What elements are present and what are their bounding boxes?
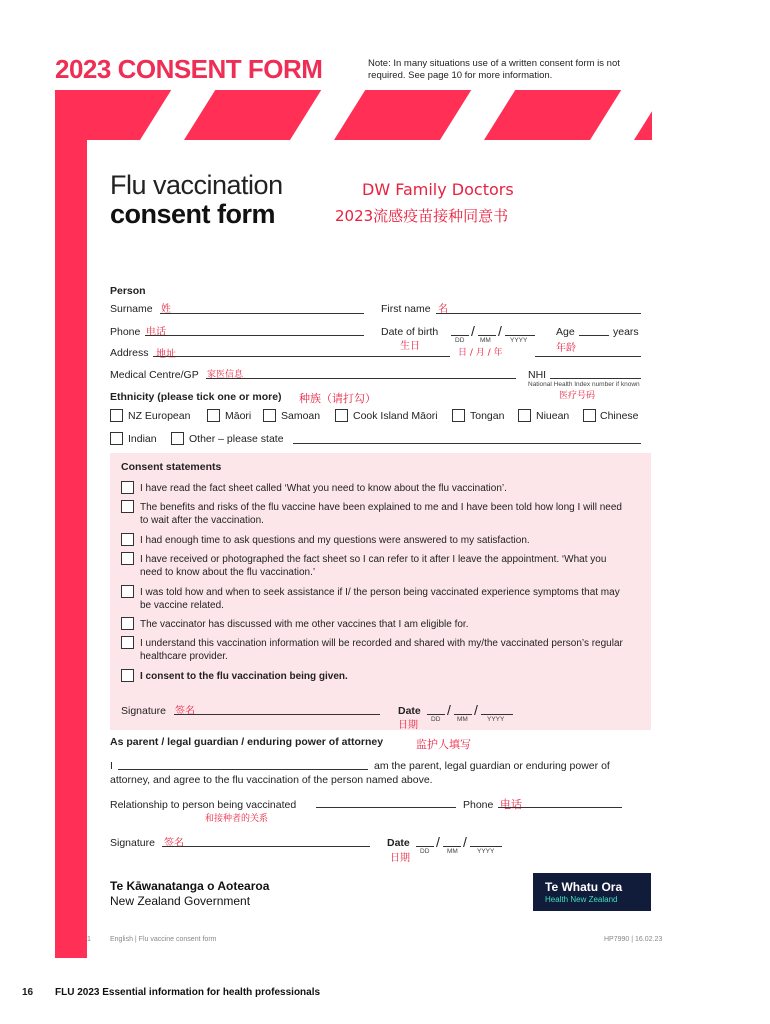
firstname-field[interactable] — [436, 313, 641, 314]
consent-statement: The benefits and risks of the flu vaccine have been explained to me and I have been told how long I will need to wait after the vaccination. — [140, 502, 622, 526]
ethnicity-checkbox[interactable] — [335, 409, 348, 422]
ethnicity-option: Tongan — [470, 410, 505, 422]
firstname-note: 名 — [438, 304, 448, 315]
date-yyyy-hint: YYYY — [487, 716, 505, 723]
guardian-phone-note: 电话 — [500, 798, 522, 811]
government-logo-line1: Te Kāwanatanga o Aotearoa — [110, 879, 270, 893]
date-mm-hint: MM — [457, 716, 468, 723]
consent-checkbox[interactable] — [121, 500, 134, 513]
date-slash: / — [474, 702, 478, 718]
date-label: Date — [398, 705, 421, 717]
guardian-phone-field[interactable] — [498, 807, 622, 808]
consent-checkbox[interactable] — [121, 533, 134, 546]
signature-label: Signature — [121, 705, 166, 717]
guardian-signature-field[interactable] — [162, 846, 370, 847]
clinic-subtitle: 2023流感疫苗接种同意书 — [335, 207, 509, 225]
address-field-cont[interactable] — [535, 356, 641, 357]
firstname-label: First name — [381, 303, 431, 315]
nhi-field[interactable] — [550, 378, 641, 379]
form-footer-doc: English | Flu vaccine consent form — [110, 936, 217, 943]
address-field[interactable] — [153, 356, 450, 357]
consent-checkbox[interactable] — [121, 669, 134, 682]
page-footer-text: FLU 2023 Essential information for health professionals — [55, 987, 321, 998]
phone-label: Phone — [110, 326, 141, 338]
guardian-date-day-field[interactable] — [416, 846, 434, 847]
ethnicity-checkbox[interactable] — [207, 409, 220, 422]
ethnicity-other-label: Other – please state — [189, 433, 284, 445]
ethnicity-option: Chinese — [600, 410, 639, 422]
guardian-mm-hint: MM — [447, 848, 458, 855]
consent-statement: I was told how and when to seek assistance if I/ the person being vaccinated experience symptoms that may be vaccine related. — [140, 587, 620, 611]
dob-dmy-note: 日 / 月 / 年 — [458, 348, 503, 358]
guardian-signature-label: Signature — [110, 837, 155, 849]
consent-heading: Consent statements — [121, 461, 222, 473]
consent-statement-final: I consent to the flu vaccination being given. — [140, 671, 348, 682]
consent-date-month-field[interactable] — [454, 714, 472, 715]
dob-mm-hint: MM — [480, 337, 491, 344]
dob-day-field[interactable] — [451, 335, 469, 336]
ethnicity-checkbox[interactable] — [452, 409, 465, 422]
ethnicity-checkbox[interactable] — [110, 432, 123, 445]
age-note: 年龄 — [556, 343, 576, 354]
ethnicity-option: Cook Island Māori — [353, 410, 438, 422]
guardian-date-month-field[interactable] — [443, 846, 461, 847]
consent-date-day-field[interactable] — [427, 714, 445, 715]
guardian-date-label: Date — [387, 837, 410, 849]
nhi-hint: National Health Index number if known — [528, 381, 640, 388]
surname-label: Surname — [110, 303, 153, 315]
consent-statement: I understand this vaccination information will be recorded and shared with my/the vaccinated person’s regular healthcare provider. — [140, 638, 623, 662]
signature-note: 签名 — [175, 706, 195, 717]
guardian-phone-label: Phone — [463, 799, 494, 811]
clinic-name: DW Family Doctors — [362, 180, 514, 199]
consent-checkbox[interactable] — [121, 552, 134, 565]
ethnicity-option: NZ European — [128, 410, 191, 422]
relationship-note: 和接种者的关系 — [205, 814, 269, 824]
years-label: years — [613, 326, 639, 338]
consent-date-year-field[interactable] — [481, 714, 513, 715]
guardian-signature-note: 签名 — [164, 838, 184, 849]
date-slash: / — [436, 834, 440, 850]
ethnicity-note: 种族（请打勾） — [299, 392, 376, 405]
dob-note: 生日 — [400, 341, 420, 352]
guardian-name-field[interactable] — [118, 769, 368, 770]
ethnicity-other-field[interactable] — [293, 443, 641, 444]
consent-checkbox[interactable] — [121, 617, 134, 630]
age-field[interactable] — [579, 335, 609, 336]
guardian-yyyy-hint: YYYY — [477, 848, 495, 855]
brand-logo-subtitle: Health New Zealand — [545, 895, 618, 904]
address-label: Address — [110, 347, 149, 359]
ethnicity-option: Indian — [128, 433, 157, 445]
consent-checkbox[interactable] — [121, 481, 134, 494]
guardian-text1: am the parent, legal guardian or enduring power of — [374, 760, 610, 772]
nhi-label: NHI — [528, 369, 547, 381]
dob-month-field[interactable] — [478, 335, 496, 336]
date-slash: / — [447, 702, 451, 718]
form-title-line2: consent form — [110, 199, 276, 229]
page-number: 16 — [22, 987, 34, 998]
guardian-heading: As parent / legal guardian / enduring power of attorney — [110, 736, 384, 748]
consent-checkbox[interactable] — [121, 636, 134, 649]
address-note: 地址 — [156, 349, 176, 360]
consent-statement: The vaccinator has discussed with me other vaccines that I am eligible for. — [140, 619, 469, 630]
guardian-date-note: 日期 — [390, 853, 410, 864]
age-label: Age — [556, 326, 575, 338]
form-title-line1: Flu vaccination — [110, 170, 283, 200]
guardian-note: 监护人填写 — [416, 738, 471, 751]
phone-note: 电话 — [146, 327, 166, 338]
dob-label: Date of birth — [381, 326, 439, 338]
dob-year-field[interactable] — [505, 335, 535, 336]
date-dd-hint: DD — [431, 716, 441, 723]
date-note: 日期 — [398, 720, 418, 731]
phone-field[interactable] — [145, 335, 364, 336]
ethnicity-heading: Ethnicity (please tick one or more) — [110, 391, 282, 403]
guardian-dd-hint: DD — [420, 848, 430, 855]
guardian-text2: attorney, and agree to the flu vaccination of the person named above. — [110, 774, 433, 786]
consent-statement: I had enough time to ask questions and my questions were answered to my satisfaction. — [140, 535, 530, 546]
medical-label: Medical Centre/GP — [110, 369, 199, 381]
date-slash: / — [471, 323, 475, 339]
consent-statement: I have received or photographed the fact sheet so I can refer to it after I leave the appointment. ‘What you need to know about the flu vaccination.’ — [140, 554, 607, 578]
government-logo-line2: New Zealand Government — [110, 894, 251, 908]
ethnicity-checkbox[interactable] — [171, 432, 184, 445]
ethnicity-option: Māori — [225, 410, 252, 422]
consent-statement: I have read the fact sheet called ‘What you need to know about the flu vaccination’. — [140, 483, 507, 494]
relationship-label: Relationship to person being vaccinated — [110, 799, 297, 811]
relationship-field[interactable] — [316, 807, 456, 808]
medical-field[interactable] — [206, 378, 516, 379]
form-page-number: 1 — [87, 936, 91, 943]
ethnicity-checkbox[interactable] — [110, 409, 123, 422]
ethnicity-checkbox[interactable] — [518, 409, 531, 422]
ethnicity-option: Samoan — [281, 410, 321, 422]
ethnicity-option: Niuean — [536, 410, 570, 422]
header-note: Note: In many situations use of a written consent form is not required. See page 10 for more information. — [368, 58, 620, 81]
person-heading: Person — [110, 285, 146, 297]
page-title: 2023 CONSENT FORM — [55, 54, 323, 84]
guardian-date-year-field[interactable] — [470, 846, 502, 847]
brand-logo-title: Te Whatu Ora — [545, 880, 623, 894]
guardian-i-label: I — [110, 760, 113, 772]
nhi-note: 医疗号码 — [559, 391, 596, 401]
dob-yyyy-hint: YYYY — [510, 337, 528, 344]
surname-field[interactable] — [160, 313, 364, 314]
medical-note: 家医信息 — [207, 370, 244, 380]
form-footer-code: HP7990 | 16.02.23 — [604, 936, 663, 943]
ethnicity-checkbox[interactable] — [583, 409, 596, 422]
consent-checkbox[interactable] — [121, 585, 134, 598]
ethnicity-checkbox[interactable] — [263, 409, 276, 422]
date-slash: / — [498, 323, 502, 339]
surname-note: 姓 — [161, 304, 171, 315]
date-slash: / — [463, 834, 467, 850]
signature-field[interactable] — [174, 714, 380, 715]
dob-dd-hint: DD — [455, 337, 465, 344]
